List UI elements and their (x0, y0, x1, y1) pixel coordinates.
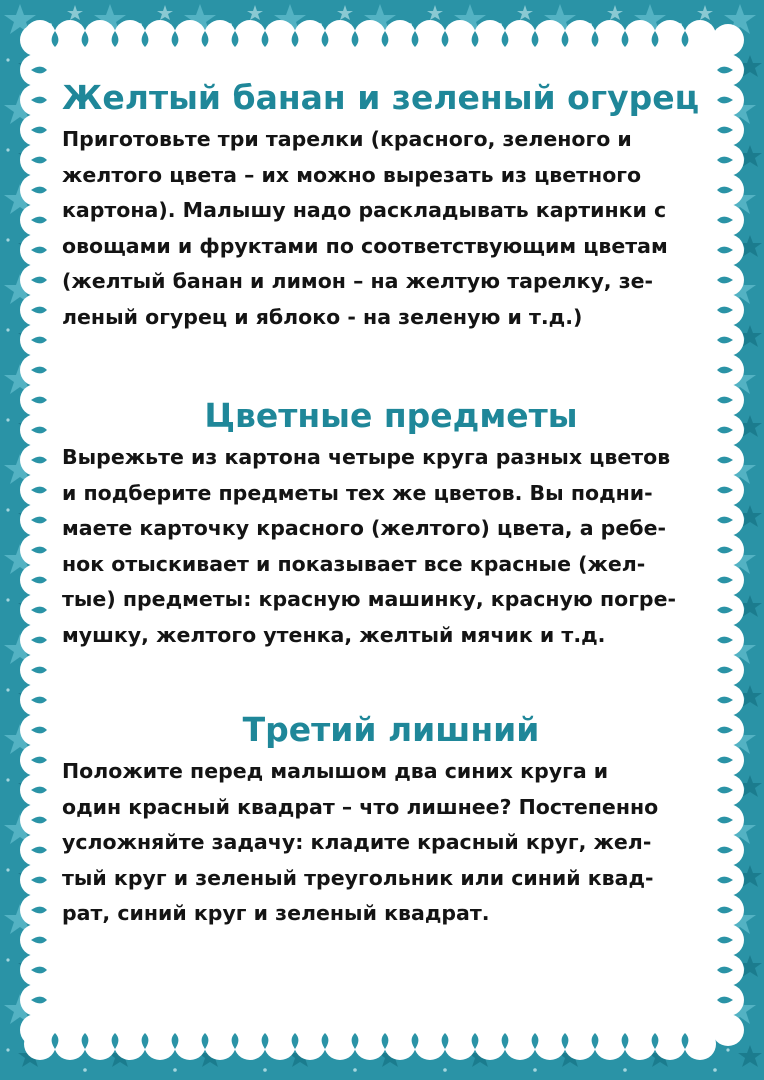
frame-scallop (144, 20, 176, 52)
frame-scallop (504, 20, 536, 52)
section-colored-objects (62, 396, 720, 653)
body-line: нок отыскивает и показывает все красные (жел- (62, 551, 646, 576)
frame-scallop (174, 1028, 206, 1060)
frame-scallop (414, 1028, 446, 1060)
frame-scallop (84, 1028, 116, 1060)
frame-scallop (354, 20, 386, 52)
frame-scallop (174, 20, 206, 52)
frame-scallop (474, 20, 506, 52)
frame-scallop (624, 20, 656, 52)
section-body (62, 754, 720, 932)
body-line: усложняйте задачу: кладите красный круг, жел- (62, 830, 652, 854)
body-line: леный огурец и яблоко - на зеленую и т.д.) (62, 304, 583, 329)
body-line: один красный квадрат – что лишнее? Постепенно (62, 794, 659, 819)
frame-scallop (654, 1028, 686, 1060)
frame-scallop (204, 20, 236, 52)
frame-scallop (204, 1028, 236, 1060)
section-odd-one-out (62, 710, 720, 932)
body-line: Приготовьте три тарелки (красного, зеленого и (62, 127, 632, 151)
section-body (62, 440, 720, 653)
frame-scallop (594, 20, 626, 52)
frame-scallop (234, 1028, 266, 1060)
frame-scallop (264, 1028, 296, 1060)
body-line: Вырежьте из картона четыре круга разных цветов (62, 445, 671, 469)
body-line: и подберите предметы тех же цветов. Вы подни- (62, 480, 653, 505)
page-content (62, 70, 720, 1010)
frame-scallop (354, 1028, 386, 1060)
section-title: Желтый банан и зеленый огурец (62, 78, 700, 117)
frame-scallop (414, 20, 446, 52)
frame-scallop (594, 1028, 626, 1060)
frame-scallop (564, 1028, 596, 1060)
section-yellow-banana (62, 78, 720, 335)
frame-scallop (712, 24, 744, 56)
frame-scallop (684, 20, 716, 52)
frame-scallop (534, 1028, 566, 1060)
body-line: картона). Малышу надо раскладывать картинки с (62, 198, 667, 222)
frame-scallop (84, 20, 116, 52)
frame-scallop (624, 1028, 656, 1060)
frame-scallop (444, 20, 476, 52)
section-title: Третий лишний (242, 710, 540, 749)
body-line: овощами и фруктами по соответствующим цветам (62, 233, 668, 258)
section-title: Цветные предметы (204, 396, 578, 435)
body-line: мушку, желтого утенка, желтый мячик и т.д. (62, 622, 606, 647)
frame-scallop (54, 20, 86, 52)
body-line: тый круг и зеленый треугольник или синий квад- (62, 865, 654, 890)
frame-scallop (234, 20, 266, 52)
body-line: тые) предметы: красную машинку, красную погре- (62, 587, 677, 611)
body-line: Положите перед малышом два синих круга и (62, 759, 609, 783)
frame-scallop (324, 20, 356, 52)
frame-scallop (114, 1028, 146, 1060)
frame-scallop (444, 1028, 476, 1060)
frame-scallop (474, 1028, 506, 1060)
frame-scallop (20, 24, 52, 56)
section-body (62, 122, 720, 335)
frame-scallop (534, 20, 566, 52)
frame-scallop (564, 20, 596, 52)
body-line: маете карточку красного (желтого) цвета, а ребе- (62, 516, 666, 540)
frame-scallop (654, 20, 686, 52)
frame-scallop (144, 1028, 176, 1060)
frame-scallop (684, 1028, 716, 1060)
frame-scallop (294, 1028, 326, 1060)
frame-scallop (264, 20, 296, 52)
frame-scallop (294, 20, 326, 52)
body-line: (желтый банан и лимон – на желтую тарелку, зе- (62, 269, 654, 293)
frame-scallop (504, 1028, 536, 1060)
frame-scallop (54, 1028, 86, 1060)
frame-scallop (114, 20, 146, 52)
frame-scallop (324, 1028, 356, 1060)
frame-scallop (20, 1014, 52, 1046)
frame-scallop (712, 1014, 744, 1046)
frame-scallop (384, 1028, 416, 1060)
body-line: желтого цвета – их можно вырезать из цветного (62, 162, 642, 187)
frame-scallop (384, 20, 416, 52)
body-line: рат, синий круг и зеленый квадрат. (62, 901, 490, 925)
